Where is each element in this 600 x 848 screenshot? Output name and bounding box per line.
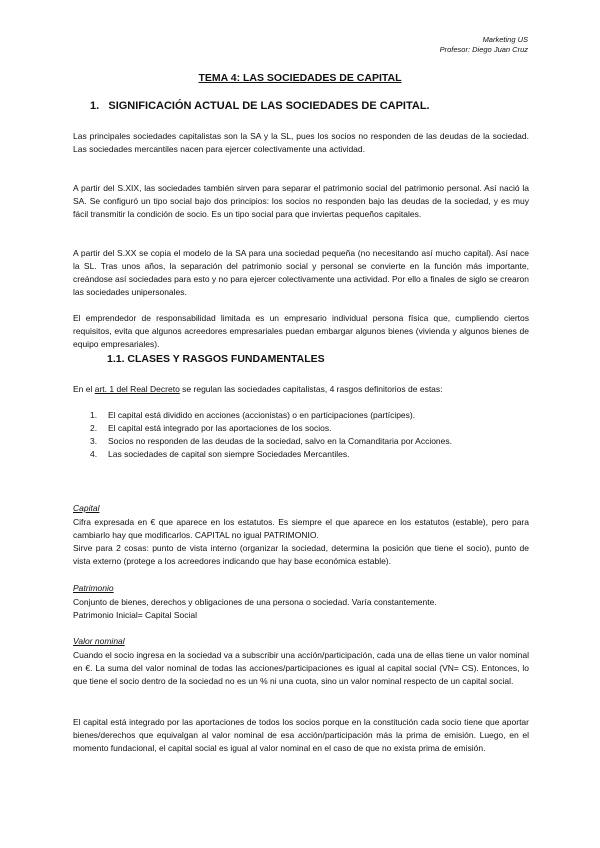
list-item-number: 4. — [90, 449, 98, 459]
traits-list — [90, 409, 452, 461]
header-professor: Profesor: Diego Juan Cruz — [439, 45, 528, 54]
list-item-number: 1. — [90, 410, 98, 420]
patrimonio-text — [73, 596, 437, 622]
section-1-1-heading: 1.1. CLASES Y RASGOS FUNDAMENTALES — [107, 353, 325, 365]
valor-nominal-capital: El capital está integrado por las aportaciones de todos los socios porque en la constitución cada socio tiene que aportar bienes/derechos que equivalgan al valor nominal de esa acción/participación más la prima de emisión. Luego, en el momento fundacional, el capital social es igual al valor nominal en el caso de que no exista prima de emisión. — [73, 717, 529, 753]
paragraph: A partir del S.XIX, las sociedades también sirven para separar el patrimonio social del patrimonio personal. Así nació la SA. Se configuró un tipo social bajo dos principios: los socios no responden bajo las deudas de la sociedad, y es muy fácil transmitir la condición de socio. Es un tipo social para que inviertas pequeños capitales. — [73, 183, 529, 219]
header-course: Marketing US — [482, 35, 528, 44]
list-item-number: 3. — [90, 436, 98, 446]
capital-definition: Cifra expresada en € que aparece en los estatutos. Es siempre el que aparece en los estatutos (estable), pero para cambiarlo hay que modificarlos. CAPITAL no igual PATRIMONIO. — [73, 517, 529, 540]
list-item-text: Socios no responden de las deudas de la sociedad, salvo en la Comanditaria por Acciones. — [108, 436, 452, 446]
page-header — [440, 35, 528, 55]
intro-text-pre: En el — [73, 384, 93, 394]
list-item-text: El capital está integrado por las aportaciones de los socios. — [108, 423, 332, 433]
list-item-text: El capital está dividido en acciones (accionistas) o en participaciones (partícipes). — [108, 410, 416, 420]
capital-heading: Capital — [73, 503, 100, 513]
section-1-1-intro — [73, 383, 443, 396]
list-item — [90, 409, 452, 422]
intro-text-post: se regulan las sociedades capitalistas, 4 rasgos definitorios de estas: — [182, 384, 443, 394]
valor-nominal-definition: Cuando el socio ingresa en la sociedad va a subscribir una acción/participación, cada una de ellas tiene un valor nominal en €. La suma del valor nominal de todas las acciones/participaciones es igual al capital social (VN= CS). Entonces, lo que tiene el socio dentro de la sociedad no es un % ni una cuota, sino un valor nominal respecto de un capital social. — [73, 650, 529, 686]
capital-purpose: Sirve para 2 cosas: punto de vista interno (organizar la sociedad, determina la posición que tiene el socio), punto de vista externo (protege a los acreedores indicando que hay base económica estable). — [73, 543, 529, 566]
section-1-heading — [90, 100, 430, 112]
list-item — [90, 448, 452, 461]
list-item-text: Las sociedades de capital son siempre Sociedades Mercantiles. — [108, 449, 350, 459]
list-item — [90, 435, 452, 448]
section-1-title: SIGNIFICACIÓN ACTUAL DE LAS SOCIEDADES DE CAPITAL. — [108, 100, 430, 112]
document-title: TEMA 4: LAS SOCIEDADES DE CAPITAL — [198, 72, 402, 84]
section-1-number: 1. — [90, 100, 100, 112]
paragraph: A partir del S.XX se copia el modelo de la SA para una sociedad pequeña (no necesitando así mucho capital). Así nace la SL. Tras unos años, la separación del patrimonio social y personal se convierte en la función más importante, creándose así sociedades para esto y no para ejercer colectivamente una actividad. Por ello a finales de siglo se crearon las sociedades unipersonales. — [73, 248, 529, 297]
valor-nominal-heading: Valor nominal — [73, 636, 125, 646]
real-decreto-link[interactable]: art. 1 del Real Decreto — [94, 384, 180, 394]
paragraph: El emprendedor de responsabilidad limitada es un empresario individual persona física que, cumpliendo ciertos requisitos, evita que algunos acreedores empresariales puedan embargar algunos bienes (vivienda y algunos bienes de equipo empresariales). — [73, 313, 529, 349]
paragraph: Las principales sociedades capitalistas son la SA y la SL, pues los socios no responden de las deudas de la sociedad. Las sociedades mercantiles nacen para ejercer colectivamente una actividad. — [73, 131, 529, 154]
list-item — [90, 422, 452, 435]
list-item-number: 2. — [90, 423, 98, 433]
patrimonio-definition: Conjunto de bienes, derechos y obligaciones de una persona o sociedad. Varía constantemente. — [73, 597, 437, 607]
patrimonio-formula: Patrimonio Inicial= Capital Social — [73, 610, 198, 620]
patrimonio-heading: Patrimonio — [73, 583, 114, 593]
